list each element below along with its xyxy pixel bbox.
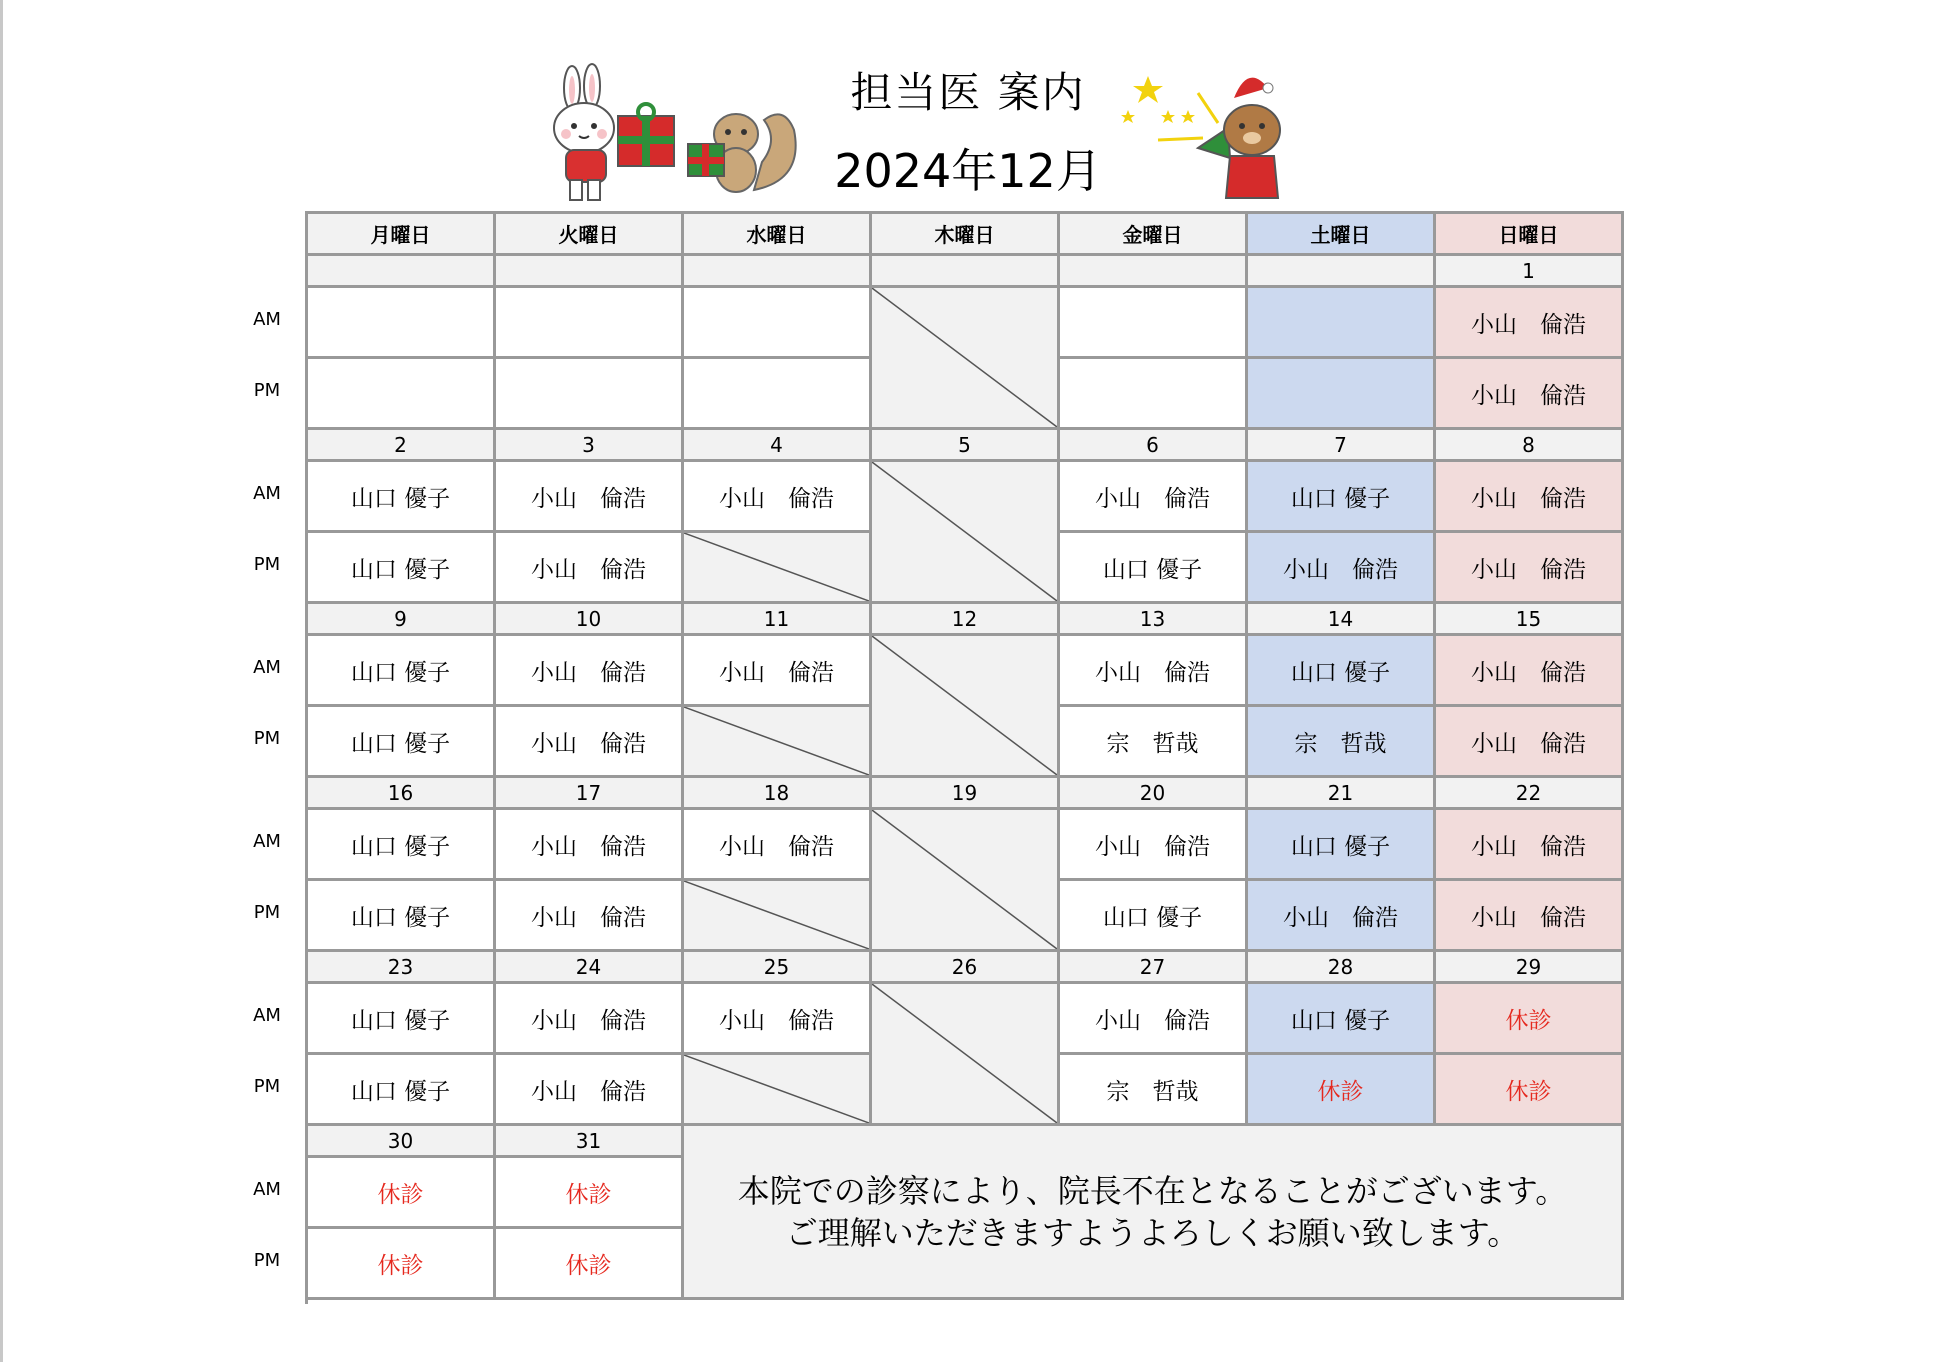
am-doctor-cell: 小山 倫浩: [684, 810, 872, 881]
day-number: 22: [1436, 778, 1624, 810]
am-doctor-cell: 小山 倫浩: [1060, 984, 1248, 1055]
month-title: 2024年12月: [834, 144, 1102, 198]
day-number: 5: [872, 430, 1060, 462]
thursday-closed-cell: [872, 288, 1060, 430]
am-doctor-cell: [1060, 288, 1248, 359]
am-doctor-cell: 小山 倫浩: [684, 636, 872, 707]
am-doctor-cell: 小山 倫浩: [684, 984, 872, 1055]
am-doctor-cell: 山口 優子: [1248, 984, 1436, 1055]
notice-box: [684, 1126, 1624, 1300]
am-doctor-cell: 山口 優子: [1248, 810, 1436, 881]
diagonal-line: [684, 707, 869, 775]
pm-doctor-cell: 山口 優子: [308, 533, 496, 604]
am-doctor-cell: 山口 優子: [308, 810, 496, 881]
pm-doctor-cell: 宗 哲哉: [1248, 707, 1436, 778]
pm-doctor-cell: 休診: [496, 1229, 684, 1300]
day-number: 6: [1060, 430, 1248, 462]
pm-doctor-cell: [496, 359, 684, 430]
day-number: 11: [684, 604, 872, 636]
am-doctor-cell: [308, 288, 496, 359]
am-label: AM: [253, 483, 281, 504]
page-title: 担当医 案内: [850, 68, 1086, 117]
day-number: 10: [496, 604, 684, 636]
day-number: 29: [1436, 952, 1624, 984]
day-number: 27: [1060, 952, 1248, 984]
pm-doctor-cell: 小山 倫浩: [496, 707, 684, 778]
day-number: 12: [872, 604, 1060, 636]
pm-doctor-cell: 休診: [308, 1229, 496, 1300]
pm-doctor-cell: 小山 倫浩: [1248, 533, 1436, 604]
day-number: 14: [1248, 604, 1436, 636]
day-number: 2: [308, 430, 496, 462]
pm-doctor-cell: 山口 優子: [308, 707, 496, 778]
day-number: [872, 256, 1060, 288]
diagonal-line: [684, 533, 869, 601]
thursday-closed-cell: [872, 462, 1060, 604]
thursday-closed-cell: [872, 984, 1060, 1126]
am-doctor-cell: 小山 倫浩: [496, 984, 684, 1055]
pm-doctor-cell: 休診: [1436, 1055, 1624, 1126]
day-number: 4: [684, 430, 872, 462]
pm-doctor-cell: [1248, 359, 1436, 430]
am-doctor-cell: [684, 288, 872, 359]
am-doctor-cell: 休診: [496, 1158, 684, 1229]
pm-doctor-cell: [684, 707, 872, 778]
am-label: AM: [253, 831, 281, 852]
am-doctor-cell: 休診: [308, 1158, 496, 1229]
day-number: 3: [496, 430, 684, 462]
weekday-header: 日曜日: [1436, 214, 1624, 256]
day-number: 9: [308, 604, 496, 636]
am-doctor-cell: 山口 優子: [308, 636, 496, 707]
weekday-header: 木曜日: [872, 214, 1060, 256]
am-doctor-cell: 山口 優子: [308, 462, 496, 533]
day-number: 20: [1060, 778, 1248, 810]
weekday-header: 土曜日: [1248, 214, 1436, 256]
diagonal-line: [684, 881, 869, 949]
pm-doctor-cell: 小山 倫浩: [496, 533, 684, 604]
am-doctor-cell: 小山 倫浩: [496, 462, 684, 533]
am-doctor-cell: 山口 優子: [308, 984, 496, 1055]
weekday-header: 金曜日: [1060, 214, 1248, 256]
notice-text: 本院での診察により、院長不在となることがございます。: [737, 1171, 1568, 1210]
day-number: [1248, 256, 1436, 288]
pm-label: PM: [253, 902, 281, 923]
pm-doctor-cell: 山口 優子: [1060, 881, 1248, 952]
am-doctor-cell: 小山 倫浩: [496, 636, 684, 707]
pm-doctor-cell: 小山 倫浩: [496, 1055, 684, 1126]
day-number: 7: [1248, 430, 1436, 462]
day-number: 17: [496, 778, 684, 810]
pm-label: PM: [253, 1250, 281, 1271]
pm-doctor-cell: [308, 359, 496, 430]
thursday-closed-cell: [872, 810, 1060, 952]
diagonal-line: [872, 636, 1057, 775]
diagonal-line: [872, 462, 1057, 601]
am-doctor-cell: 山口 優子: [1248, 462, 1436, 533]
day-number: [496, 256, 684, 288]
pm-doctor-cell: 小山 倫浩: [496, 881, 684, 952]
notice-text: ご理解いただきますようよろしくお願い致します。: [785, 1213, 1520, 1252]
day-number: 16: [308, 778, 496, 810]
diagonal-line: [872, 288, 1057, 427]
pm-doctor-cell: [684, 359, 872, 430]
diagonal-line: [872, 810, 1057, 949]
pm-doctor-cell: [1060, 359, 1248, 430]
day-number: 24: [496, 952, 684, 984]
weekday-header: 水曜日: [684, 214, 872, 256]
pm-doctor-cell: 休診: [1248, 1055, 1436, 1126]
am-label: AM: [253, 657, 281, 678]
pm-doctor-cell: 山口 優子: [1060, 533, 1248, 604]
pm-doctor-cell: 山口 優子: [308, 881, 496, 952]
pm-doctor-cell: [684, 533, 872, 604]
diagonal-line: [872, 984, 1057, 1123]
am-doctor-cell: 小山 倫浩: [496, 810, 684, 881]
am-doctor-cell: [1248, 288, 1436, 359]
day-number: 19: [872, 778, 1060, 810]
day-number: [684, 256, 872, 288]
day-number: 13: [1060, 604, 1248, 636]
day-number: 21: [1248, 778, 1436, 810]
day-number: 31: [496, 1126, 684, 1158]
pm-doctor-cell: 小山 倫浩: [1248, 881, 1436, 952]
pm-doctor-cell: 小山 倫浩: [1436, 881, 1624, 952]
am-doctor-cell: 小山 倫浩: [1436, 810, 1624, 881]
pm-doctor-cell: 宗 哲哉: [1060, 707, 1248, 778]
day-number: 1: [1436, 256, 1624, 288]
day-number: 28: [1248, 952, 1436, 984]
day-number: [1060, 256, 1248, 288]
day-number: 18: [684, 778, 872, 810]
pm-doctor-cell: 宗 哲哉: [1060, 1055, 1248, 1126]
pm-doctor-cell: 小山 倫浩: [1436, 707, 1624, 778]
am-doctor-cell: 小山 倫浩: [1436, 288, 1624, 359]
am-doctor-cell: 小山 倫浩: [1436, 636, 1624, 707]
am-doctor-cell: [496, 288, 684, 359]
pm-doctor-cell: 小山 倫浩: [1436, 359, 1624, 430]
pm-label: PM: [253, 1076, 281, 1097]
pm-doctor-cell: 山口 優子: [308, 1055, 496, 1126]
am-label: AM: [253, 1179, 281, 1200]
pm-doctor-cell: [684, 881, 872, 952]
weekday-header: 月曜日: [308, 214, 496, 256]
am-doctor-cell: 小山 倫浩: [1060, 636, 1248, 707]
pm-doctor-cell: 小山 倫浩: [1436, 533, 1624, 604]
pm-label: PM: [253, 728, 281, 749]
rabbit-with-gift-illustration: [548, 62, 680, 207]
day-number: 15: [1436, 604, 1624, 636]
am-doctor-cell: 小山 倫浩: [1436, 462, 1624, 533]
am-doctor-cell: 山口 優子: [1248, 636, 1436, 707]
day-number: 8: [1436, 430, 1624, 462]
am-doctor-cell: 休診: [1436, 984, 1624, 1055]
day-number: 25: [684, 952, 872, 984]
day-number: [308, 256, 496, 288]
am-label: AM: [253, 309, 281, 330]
day-number: 30: [308, 1126, 496, 1158]
am-doctor-cell: 小山 倫浩: [684, 462, 872, 533]
diagonal-line: [684, 1055, 869, 1123]
thursday-closed-cell: [872, 636, 1060, 778]
am-label: AM: [253, 1005, 281, 1026]
weekday-header: 火曜日: [496, 214, 684, 256]
day-number: 26: [872, 952, 1060, 984]
day-number: 23: [308, 952, 496, 984]
am-doctor-cell: 小山 倫浩: [1060, 462, 1248, 533]
pm-doctor-cell: [684, 1055, 872, 1126]
page-edge: [0, 0, 3, 1362]
schedule-table: [305, 211, 1624, 1304]
pm-label: PM: [253, 554, 281, 575]
pm-label: PM: [253, 380, 281, 401]
am-doctor-cell: 小山 倫浩: [1060, 810, 1248, 881]
